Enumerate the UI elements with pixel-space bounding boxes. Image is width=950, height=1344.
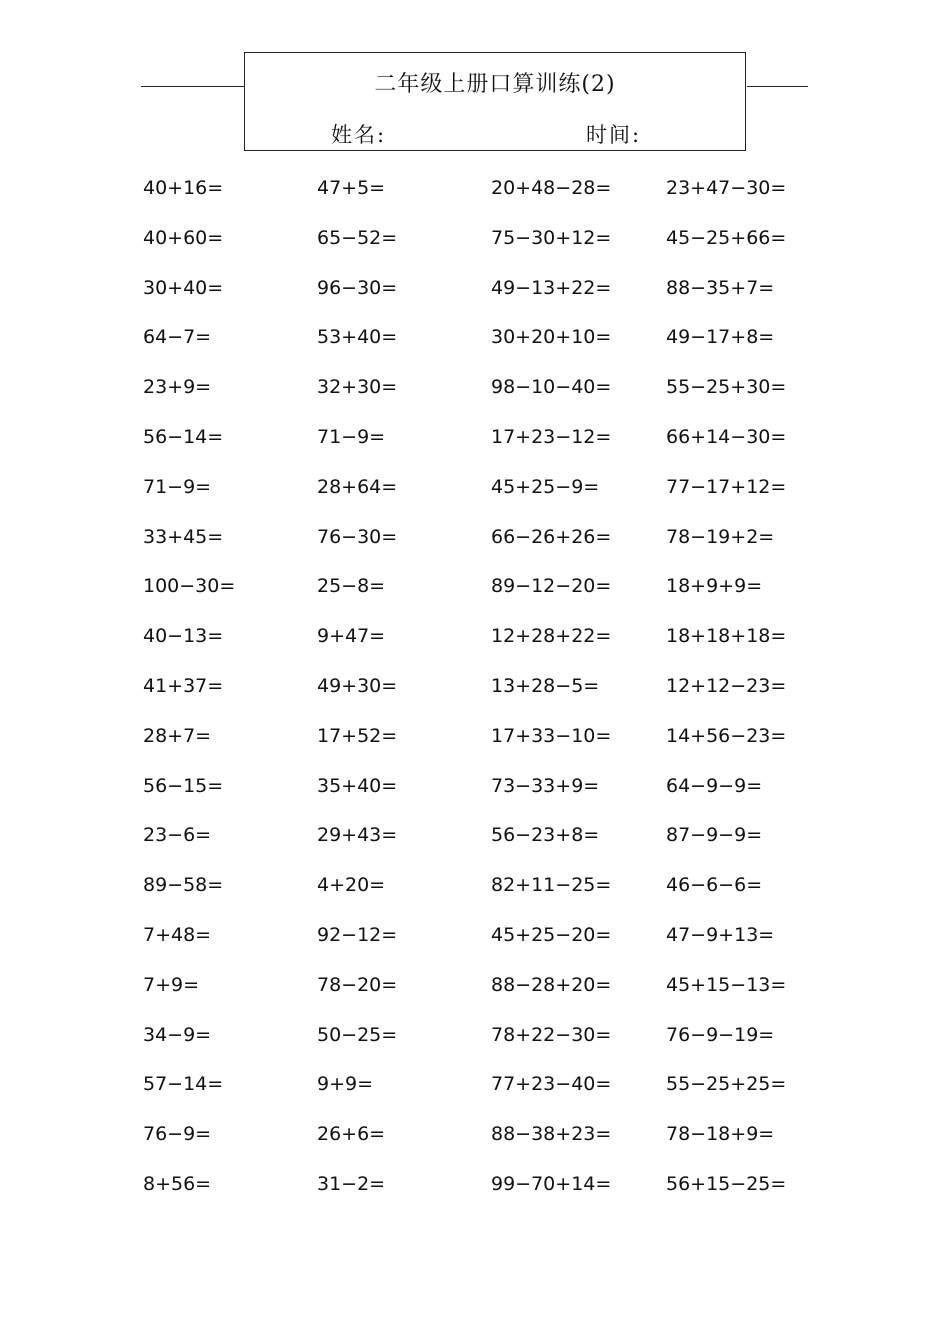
problem-item: 76−9=	[143, 1123, 212, 1146]
problem-item: 66−26+26=	[491, 525, 612, 548]
problem-item: 55−25+30=	[666, 376, 787, 399]
problem-item: 76−30=	[317, 525, 398, 548]
problem-item: 56+15−25=	[666, 1172, 787, 1195]
problem-item: 41+37=	[143, 674, 224, 697]
problem-item: 78−20=	[317, 973, 398, 996]
problem-item: 65−52=	[317, 226, 398, 249]
problem-item: 45−25+66=	[666, 226, 787, 249]
problem-item: 78−18+9=	[666, 1123, 775, 1146]
problem-item: 12+12−23=	[666, 674, 787, 697]
problem-item: 9+47=	[317, 625, 386, 648]
problem-item: 28+64=	[317, 475, 398, 498]
problem-item: 23+47−30=	[666, 177, 787, 199]
problem-item: 49−17+8=	[666, 326, 775, 349]
problem-item: 26+6=	[317, 1123, 386, 1146]
problem-item: 82+11−25=	[491, 874, 612, 897]
problem-item: 78+22−30=	[491, 1023, 612, 1046]
problem-item: 7+48=	[143, 923, 212, 946]
problem-item: 18+18+18=	[666, 625, 787, 648]
name-field-label: 姓名:	[331, 123, 387, 147]
problem-item: 8+56=	[143, 1172, 212, 1195]
problem-item: 20+48−28=	[491, 177, 612, 199]
problem-item: 23+9=	[143, 376, 212, 399]
problem-item: 73−33+9=	[491, 774, 600, 797]
problem-item: 46−6−6=	[666, 874, 763, 897]
problem-item: 45+25−9=	[491, 475, 600, 498]
problem-item: 56−15=	[143, 774, 224, 797]
problem-item: 34−9=	[143, 1023, 212, 1046]
problem-item: 35+40=	[317, 774, 398, 797]
problem-item: 99−70+14=	[491, 1172, 612, 1195]
problem-item: 30+40=	[143, 276, 224, 299]
problem-item: 77+23−40=	[491, 1073, 612, 1096]
problem-item: 75−30+12=	[491, 226, 612, 249]
problem-item: 40−13=	[143, 625, 224, 648]
problem-item: 71−9=	[317, 425, 386, 448]
problem-item: 45+25−20=	[491, 923, 612, 946]
header-rule-right	[747, 86, 808, 87]
problem-item: 7+9=	[143, 973, 200, 996]
problem-item: 18+9+9=	[666, 575, 763, 598]
problem-item: 88−28+20=	[491, 973, 612, 996]
problem-grid	[143, 174, 840, 1220]
problem-item: 78−19+2=	[666, 525, 775, 548]
problem-item: 29+43=	[317, 824, 398, 847]
problem-item: 96−30=	[317, 276, 398, 299]
problem-item: 56−23+8=	[491, 824, 600, 847]
problem-item: 56−14=	[143, 425, 224, 448]
worksheet-title: 二年级上册口算训练(2)	[374, 72, 616, 97]
problem-item: 92−12=	[317, 923, 398, 946]
problem-item: 64−7=	[143, 326, 212, 349]
problem-item: 98−10−40=	[491, 376, 612, 399]
worksheet-header	[244, 52, 746, 151]
problem-item: 88−38+23=	[491, 1123, 612, 1146]
problem-item: 47+5=	[317, 177, 386, 199]
problem-item: 89−58=	[143, 874, 224, 897]
problem-item: 13+28−5=	[491, 674, 600, 697]
problem-item: 87−9−9=	[666, 824, 763, 847]
problem-item: 76−9−19=	[666, 1023, 775, 1046]
problem-item: 66+14−30=	[666, 425, 787, 448]
problem-item: 53+40=	[317, 326, 398, 349]
problem-item: 71−9=	[143, 475, 212, 498]
problem-item: 30+20+10=	[491, 326, 612, 349]
problem-item: 77−17+12=	[666, 475, 787, 498]
problem-item: 4+20=	[317, 874, 386, 897]
problem-item: 55−25+25=	[666, 1073, 787, 1096]
problem-item: 50−25=	[317, 1023, 398, 1046]
problem-item: 45+15−13=	[666, 973, 787, 996]
time-field-label: 时间:	[586, 123, 642, 147]
problem-item: 32+30=	[317, 376, 398, 399]
problem-item: 88−35+7=	[666, 276, 775, 299]
problem-item: 33+45=	[143, 525, 224, 548]
problem-item: 31−2=	[317, 1172, 386, 1195]
problem-item: 28+7=	[143, 724, 212, 747]
problem-item: 17+33−10=	[491, 724, 612, 747]
problem-item: 14+56−23=	[666, 724, 787, 747]
problem-item: 49+30=	[317, 674, 398, 697]
problem-item: 47−9+13=	[666, 923, 775, 946]
problem-item: 25−8=	[317, 575, 386, 598]
problem-item: 23−6=	[143, 824, 212, 847]
problem-item: 40+16=	[143, 177, 224, 199]
problem-item: 17+52=	[317, 724, 398, 747]
problem-item: 100−30=	[143, 575, 236, 598]
problem-item: 9+9=	[317, 1073, 374, 1096]
problem-item: 57−14=	[143, 1073, 224, 1096]
problem-item: 49−13+22=	[491, 276, 612, 299]
problem-item: 89−12−20=	[491, 575, 612, 598]
header-rule-left	[141, 86, 245, 87]
problem-item: 64−9−9=	[666, 774, 763, 797]
problem-item: 17+23−12=	[491, 425, 612, 448]
problem-item: 12+28+22=	[491, 625, 612, 648]
problem-item: 40+60=	[143, 226, 224, 249]
